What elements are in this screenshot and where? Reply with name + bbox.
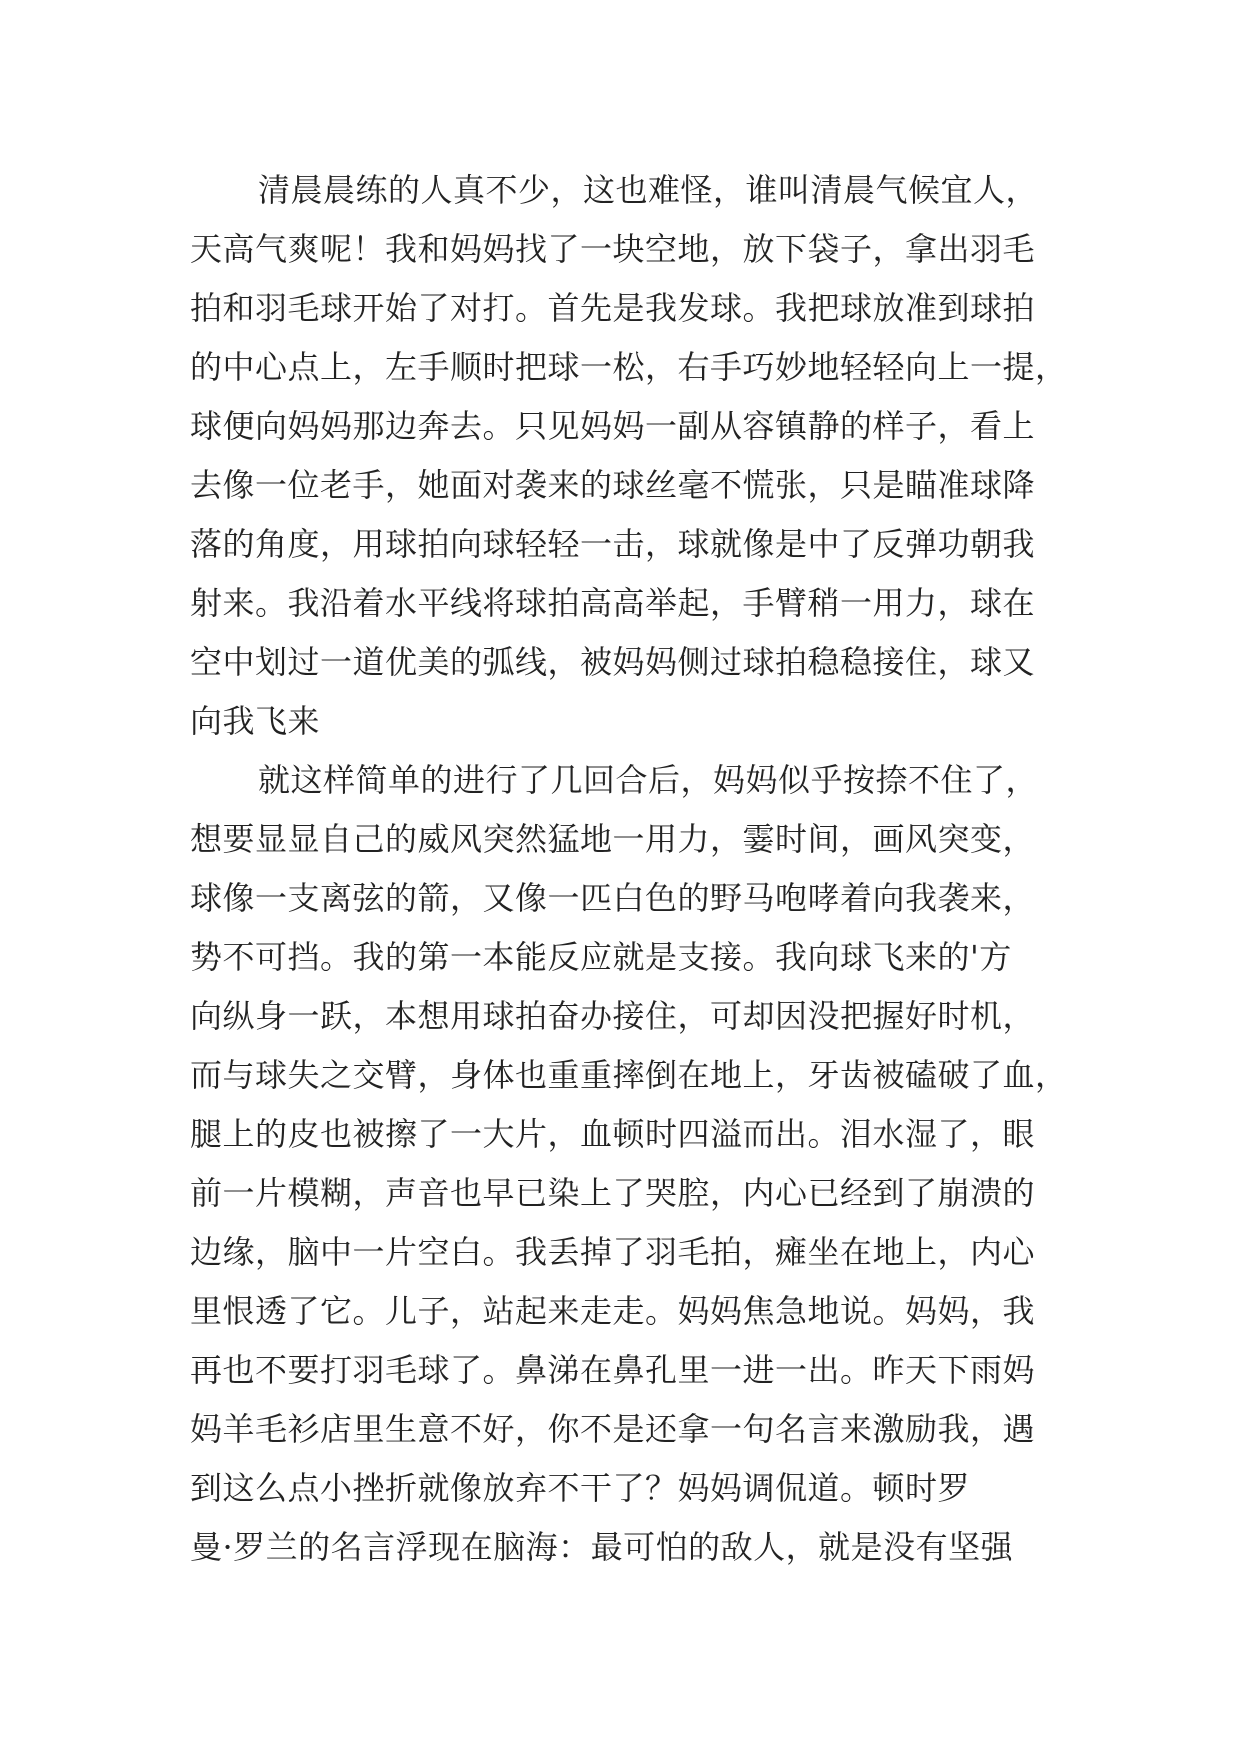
paragraph-line: 妈羊毛衫店里生意不好，你不是还拿一句名言来激励我，遇 <box>190 1410 1036 1448</box>
paragraph-line: 落的角度，用球拍向球轻轻一击，球就像是中了反弹功朝我 <box>190 525 1036 563</box>
paragraph-line: 去像一位老手，她面对袭来的球丝毫不慌张，只是瞄准球降 <box>190 466 1036 504</box>
document-body <box>190 161 1068 1577</box>
paragraph-line: 天高气爽呢！我和妈妈找了一块空地，放下袋子，拿出羽毛 <box>190 230 1036 268</box>
paragraph-line: 空中划过一道优美的弧线，被妈妈侧过球拍稳稳接住，球又 <box>190 643 1036 681</box>
paragraph-line: 射来。我沿着水平线将球拍高高举起，手臂稍一用力，球在 <box>190 584 1036 622</box>
paragraph-line: 拍和羽毛球开始了对打。首先是我发球。我把球放准到球拍 <box>190 289 1036 327</box>
paragraph-line: 而与球失之交臂，身体也重重摔倒在地上，牙齿被磕破了血， <box>190 1056 1068 1094</box>
paragraph-line: 再也不要打羽毛球了。鼻涕在鼻孔里一进一出。昨天下雨妈 <box>190 1351 1036 1389</box>
paragraph-line: 的中心点上，左手顺时把球一松，右手巧妙地轻轻向上一提， <box>190 348 1068 386</box>
paragraph-line: 曼·罗兰的名言浮现在脑海：最可怕的敌人，就是没有坚强 <box>190 1528 1014 1566</box>
paragraph-2 <box>190 751 1068 1577</box>
paragraph-line: 边缘，脑中一片空白。我丢掉了羽毛拍，瘫坐在地上，内心 <box>190 1233 1036 1271</box>
paragraph-line: 清晨晨练的人真不少，这也难怪，谁叫清晨气候宜人， <box>258 171 1039 209</box>
paragraph-line: 向我飞来 <box>190 702 321 740</box>
paragraph-line: 里恨透了它。儿子，站起来走走。妈妈焦急地说。妈妈，我 <box>190 1292 1036 1330</box>
paragraph-line: 球像一支离弦的箭，又像一匹白色的野马咆哮着向我袭来， <box>190 879 1036 917</box>
paragraph-1 <box>190 161 1068 751</box>
paragraph-line: 到这么点小挫折就像放弃不干了？妈妈调侃道。顿时罗 <box>190 1469 971 1507</box>
paragraph-line: 就这样简单的进行了几回合后，妈妈似乎按捺不住了， <box>258 761 1039 799</box>
paragraph-line: 前一片模糊，声音也早已染上了哭腔，内心已经到了崩溃的 <box>190 1174 1036 1212</box>
paragraph-line: 势不可挡。我的第一本能反应就是支接。我向球飞来的'方 <box>190 938 1012 976</box>
paragraph-line: 球便向妈妈那边奔去。只见妈妈一副从容镇静的样子，看上 <box>190 407 1036 445</box>
paragraph-line: 向纵身一跃，本想用球拍奋办接住，可却因没把握好时机， <box>190 997 1036 1035</box>
paragraph-line: 腿上的皮也被擦了一大片，血顿时四溢而出。泪水湿了，眼 <box>190 1115 1036 1153</box>
paragraph-line: 想要显显自己的威风突然猛地一用力，霎时间，画风突变， <box>190 820 1036 858</box>
